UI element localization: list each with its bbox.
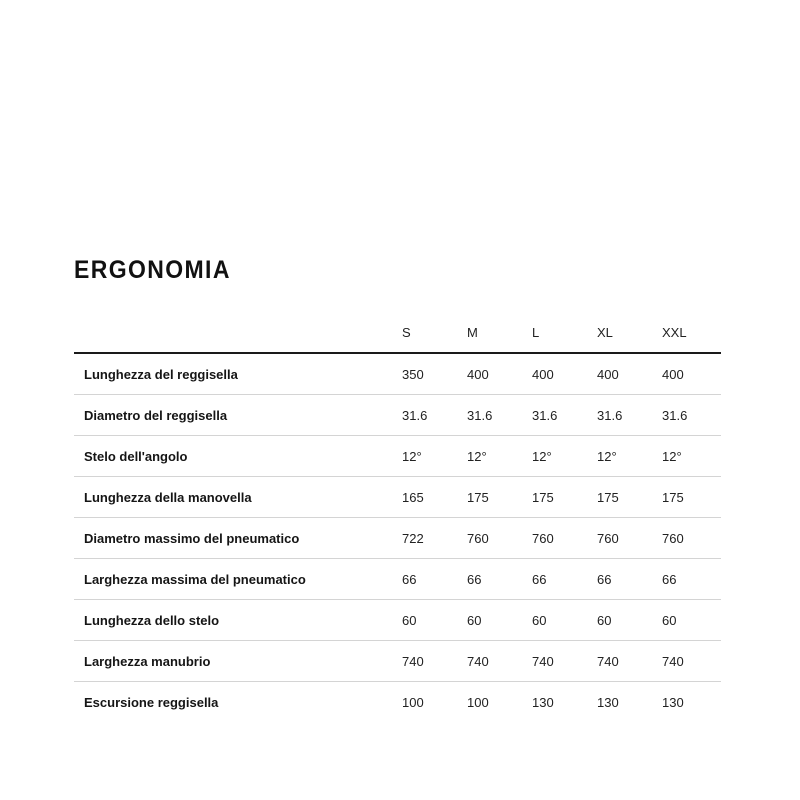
table-cell: 400 <box>597 353 662 395</box>
row-label: Stelo dell'angolo <box>74 436 402 477</box>
row-label: Diametro massimo del pneumatico <box>74 518 402 559</box>
row-label: Escursione reggisella <box>84 694 219 710</box>
table-cell: 175 <box>532 477 597 518</box>
table-cell: 60 <box>467 600 532 641</box>
table-cell: 130 <box>532 694 554 710</box>
row-label: Lunghezza della manovella <box>74 477 402 518</box>
row-label: Larghezza manubrio <box>74 641 402 682</box>
table-cell: 722 <box>402 518 467 559</box>
table-cell: 740 <box>467 641 532 682</box>
table-header-row <box>74 312 721 353</box>
table-cell: 12° <box>532 436 597 477</box>
table-cell: 31.6 <box>467 395 532 436</box>
table-cell: 31.6 <box>532 395 597 436</box>
table-cell: 175 <box>662 477 721 518</box>
geometry-table <box>74 312 721 722</box>
header-label-cell <box>74 312 402 353</box>
table-cell: 760 <box>467 518 532 559</box>
table-cell: 12° <box>662 436 721 477</box>
table-cell: 66 <box>532 559 597 600</box>
table-cell: 66 <box>597 559 662 600</box>
table-cell: 31.6 <box>402 395 467 436</box>
header-size-xxl: XXL <box>662 312 721 353</box>
table-cell: 760 <box>662 518 721 559</box>
table-cell: 175 <box>467 477 532 518</box>
table-cell: 100 <box>402 694 424 710</box>
table-cell: 66 <box>467 559 532 600</box>
table-cell: 60 <box>597 600 662 641</box>
row-label: Lunghezza del reggisella <box>74 353 402 395</box>
header-size-m: M <box>467 312 532 353</box>
table-row <box>74 518 721 559</box>
table-cell: 12° <box>402 436 467 477</box>
table-cell: 12° <box>467 436 532 477</box>
table-cell: 760 <box>532 518 597 559</box>
table-cell: 400 <box>467 353 532 395</box>
page-title: ERGONOMIA <box>74 256 231 284</box>
table-row <box>74 395 721 436</box>
table-cell: 31.6 <box>597 395 662 436</box>
table-row <box>74 641 721 682</box>
table-row <box>74 477 721 518</box>
header-size-s: S <box>402 312 467 353</box>
table-cell: 12° <box>597 436 662 477</box>
row-label: Lunghezza dello stelo <box>74 600 402 641</box>
table-cell: 66 <box>402 559 467 600</box>
row-label: Diametro del reggisella <box>74 395 402 436</box>
table-cell: 175 <box>597 477 662 518</box>
table-row <box>74 682 721 723</box>
table-cell: 400 <box>662 353 721 395</box>
table-cell: 31.6 <box>662 395 721 436</box>
header-size-l: L <box>532 312 597 353</box>
table-row <box>74 559 721 600</box>
table-cell: 740 <box>662 641 721 682</box>
table-row <box>74 436 721 477</box>
table-cell: 60 <box>532 600 597 641</box>
table-cell: 60 <box>662 600 721 641</box>
row-label: Larghezza massima del pneumatico <box>74 559 402 600</box>
table-cell: 760 <box>597 518 662 559</box>
table-cell: 66 <box>662 559 721 600</box>
table-cell: 165 <box>402 477 467 518</box>
table-cell: 400 <box>532 353 597 395</box>
table-cell: 740 <box>532 641 597 682</box>
table-cell: 130 <box>597 694 619 710</box>
table-cell: 740 <box>597 641 662 682</box>
header-size-xl: XL <box>597 312 662 353</box>
table-cell: 350 <box>402 353 467 395</box>
table-row <box>74 600 721 641</box>
table-row <box>74 353 721 395</box>
table-cell: 60 <box>402 600 467 641</box>
table-cell: 130 <box>662 694 684 710</box>
table-cell: 740 <box>402 641 467 682</box>
table-cell: 100 <box>467 694 489 710</box>
